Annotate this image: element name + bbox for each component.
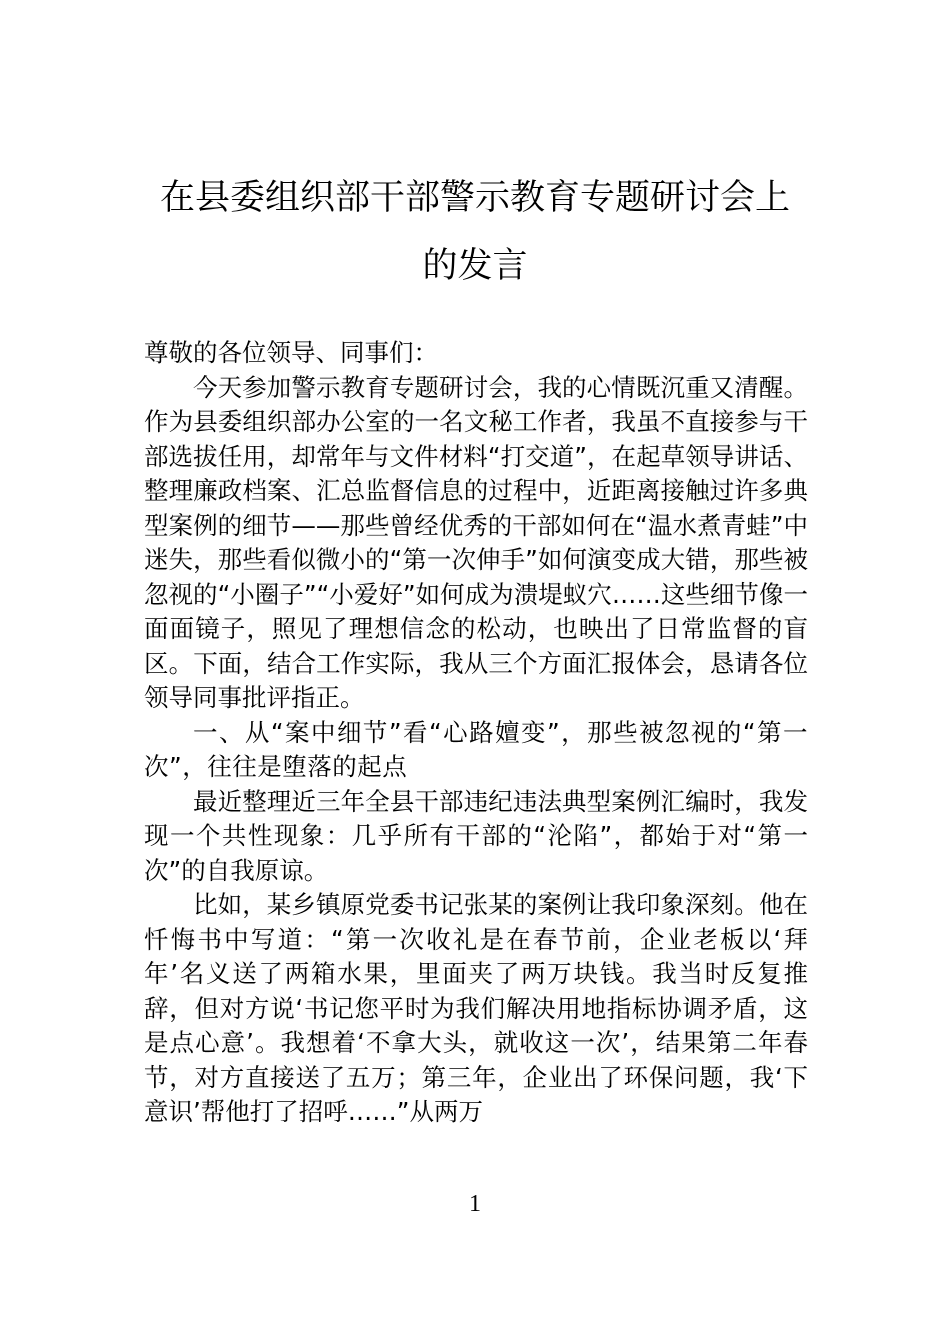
paragraph-intro: 今天参加警示教育专题研讨会，我的心情既沉重又清醒。作为县委组织部办公室的一名文秘工作者，我虽不直接参与干部选拔任用，却常年与文件材料“打交道”，在起草领导讲话、整理廉政档案、汇总监督信息的过程中，近距离接触过许多典型案例的细节——那些曾经优秀的干部如何在“温水煮青蛙”中迷失，那些看似微小的“第一次伸手”如何演变成大错，那些被忽视的“小圈子”“小爱好”如何成为溃堤蚁穴……这些细节像一面面镜子，照见了理想信念的松动，也映出了日常监督的盲区。下面，结合工作实际，我从三个方面汇报体会，恳请各位领导同事批评指正。 <box>144 372 808 712</box>
document-title-line-1: 在县委组织部干部警示教育专题研讨会上 <box>159 178 790 218</box>
document-body <box>144 336 808 1130</box>
paragraph-observation: 最近整理近三年全县干部违纪违法典型案例汇编时，我发现一个共性现象：几乎所有干部的“沦陷”，都始于对“第一次”的自我原谅。 <box>144 786 808 885</box>
section-heading-1: 一、从“案中细节”看“心路嬗变”，那些被忽视的“第一次”，往往是堕落的起点 <box>144 717 808 781</box>
paragraph-case-example: 比如，某乡镇原党委书记张某的案例让我印象深刻。他在忏悔书中写道：“第一次收礼是在春节前，企业老板以‘拜年’名义送了两箱水果，里面夹了两万块钱。我当时反复推辞，但对方说‘书记您平时为我们解决用地指标协调矛盾，这是点心意’。我想着‘不拿大头，就收这一次’，结果第二年春节，对方直接送了五万；第三年，企业出了环保问题，我‘下意识’帮他打了招呼……”从两万 <box>144 890 808 1126</box>
document-title-line-2: 的发言 <box>422 246 528 286</box>
page-number: 1 <box>469 1191 481 1217</box>
salutation: 尊敬的各位领导、同事们： <box>144 338 438 367</box>
